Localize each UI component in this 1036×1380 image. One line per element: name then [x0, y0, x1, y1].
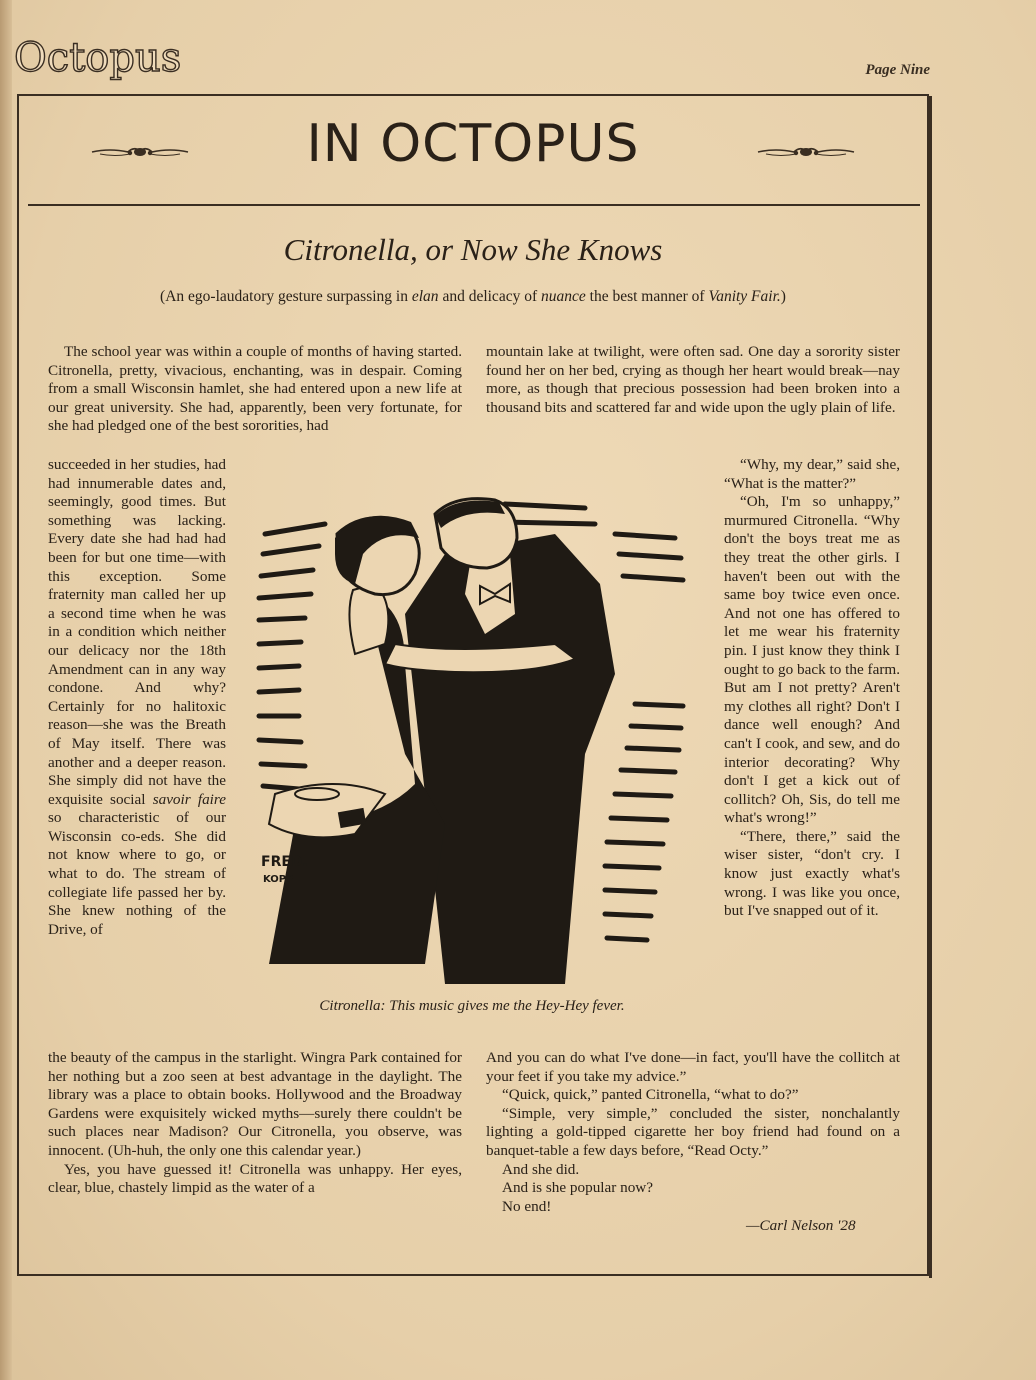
paragraph: “Simple, very simple,” concluded the sister, nonchalantly lighting a gold-tipped cigarette her boy friend had found on a banquet-table a few days before, “Read Octy.”: [486, 1104, 900, 1159]
right-column-top: [486, 343, 900, 417]
paragraph: And you can do what I've done—in fact, you'll have the collitch at your feet if you take my advice.”: [486, 1049, 900, 1085]
paragraph: No end!: [502, 1197, 552, 1215]
frame-shadow: [929, 96, 932, 1278]
text-italic: savoir faire: [152, 790, 226, 808]
heading-rule: [28, 204, 920, 206]
paragraph: And is she popular now?: [502, 1179, 654, 1197]
subtitle-part: and delicacy of: [438, 288, 541, 305]
paragraph: “Oh, I'm so unhappy,” murmured Citronella. “Why don't the boys treat me as they treat the other girls. I haven't been out with the same boy twice even once. And not one has offered to let me wear his fraternity pin. I just know they think I ought to go back to the farm. But am I not pretty? Aren't my clothes all right? Don't I dance well enough? And can't I cook, and sew, and do interior decorating? Why don't I get a kick out of collitch? Oh, Sis, do tell me what's wrong!”: [724, 493, 900, 827]
paragraph: the beauty of the campus in the starlight. Wingra Park contained for her nothing but a zoo seen at best advantage in the daylight. The library was a place to obtain books. Hollywood and the Broadway Gardens were exquisitely wicked myths—surely there couldn't be such places near Madison? Our Citronella, you observe, was innocent. (Uh-huh, the only one this calendar year.): [48, 1049, 462, 1159]
artist-signature: KOPP: [263, 874, 294, 885]
binding-spine: [0, 0, 12, 1380]
left-column-top: [48, 343, 462, 436]
subtitle-part: the best manner of: [585, 288, 709, 305]
dancing-couple-illustration: [255, 494, 689, 990]
article-subtitle: [17, 288, 929, 306]
scroll-ornament-icon: [756, 142, 856, 162]
text-run: so characteristic of our Wisconsin co-eds. She did not know where to go, or what to do. The stream of collegiate life passed her by. She knew nothing of the Drive, of: [48, 809, 226, 938]
subtitle-italic: elan: [411, 288, 439, 305]
paragraph: And she did.: [502, 1160, 580, 1178]
section-heading: IN OCTOPUS: [306, 114, 640, 174]
paragraph: “Why, my dear,” said she, “What is the matter?”: [724, 456, 900, 492]
paragraph: “Quick, quick,” panted Citronella, “what to do?”: [502, 1086, 799, 1104]
paragraph: [48, 456, 226, 939]
right-column-bottom: [486, 1049, 900, 1216]
paragraph: mountain lake at twilight, were often sad. One day a sorority sister found her on her bed, crying as though her heart would break—nay more, as though that precious possession had been broken into a thousand bits and scattered far and wide upon the ugly plain of life.: [486, 343, 900, 416]
left-column-wrap: [48, 456, 226, 939]
artist-signature: FRED.: [261, 854, 308, 870]
author-signature: —Carl Nelson '28: [746, 1217, 856, 1234]
left-column-bottom: [48, 1049, 462, 1198]
right-column-wrap: [724, 456, 900, 921]
masthead: Octopus: [14, 35, 182, 81]
article-title: Citronella, or Now She Knows: [283, 232, 663, 267]
subtitle-part: ): [780, 288, 786, 305]
paragraph: Yes, you have guessed it! Citronella was unhappy. Her eyes, clear, blue, chastely limpid as the water of a: [48, 1160, 462, 1197]
illustration-caption: Citronella: This music gives me the Hey-Hey fever.: [319, 998, 625, 1014]
subtitle-italic: nuance: [541, 288, 586, 305]
paragraph: “There, there,” said the wiser sister, “don't cry. I know just exactly what's wrong. I was like you once, but I've snapped out of it.: [724, 827, 900, 920]
subtitle-part: (An ego-laudatory gesture surpassing in: [160, 288, 412, 305]
subtitle-italic: Vanity Fair.: [708, 288, 781, 305]
text-run: succeeded in her studies, had had innumerable dates and, seemingly, good times. But something was lacking. Every date she had had had been for but one time—with this exception. Some fraternity man called her up a second time when he was in a condition which neither our delicacy nor the 18th Amendment can in any way condone. And why? Certainly for no halitoxic reason—she was the Breath of May itself. There was another and a deeper reason. She simply did not have the exquisite social: [48, 456, 226, 808]
paragraph: The school year was within a couple of months of having started. Citronella, pretty, vivacious, enchanting, was in despair. Coming from a small Wisconsin hamlet, she had entered upon a new life at our great university. She had, apparently, been very fortunate, for she had pledged one of the best sororities, had: [48, 343, 462, 435]
page-number: Page Nine: [865, 62, 930, 78]
